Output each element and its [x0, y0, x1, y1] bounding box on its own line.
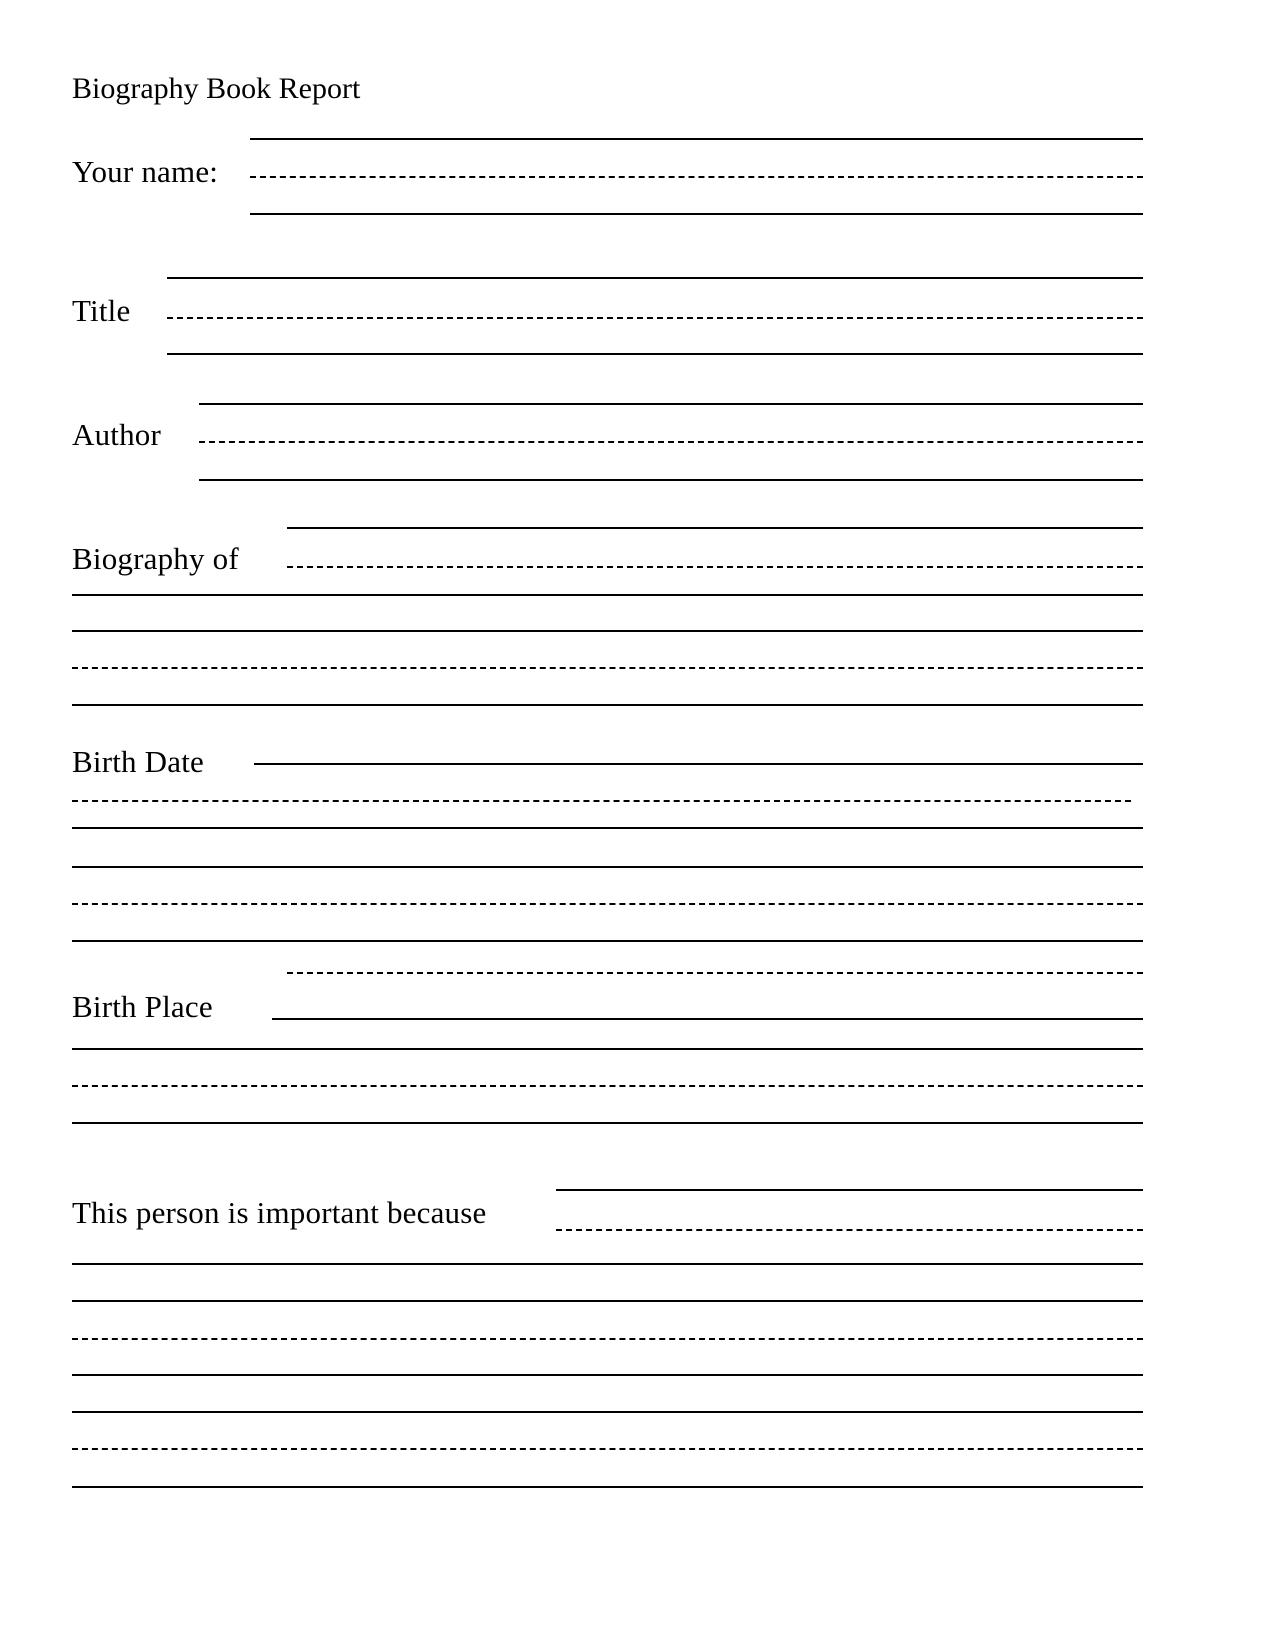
field-label-birth-place: Birth Place [72, 989, 213, 1024]
writing-line-mid-dashed[interactable] [72, 1338, 1143, 1340]
writing-line-mid-dashed[interactable] [72, 1085, 1143, 1087]
writing-line-top[interactable] [72, 866, 1143, 868]
writing-line-top[interactable] [72, 630, 1143, 632]
writing-line-bottom[interactable] [72, 940, 1143, 942]
writing-line-bottom[interactable] [72, 1122, 1143, 1124]
page-title: Biography Book Report [72, 72, 361, 105]
writing-line-bottom[interactable] [72, 1374, 1143, 1376]
writing-line-top[interactable] [72, 1411, 1143, 1413]
field-label-birth-date: Birth Date [72, 744, 204, 779]
writing-line-mid-dashed[interactable] [72, 800, 1131, 802]
writing-line-mid-dashed[interactable] [72, 667, 1143, 669]
writing-line-top[interactable] [167, 277, 1143, 279]
writing-line-bottom[interactable] [72, 827, 1143, 829]
writing-line-top[interactable] [287, 527, 1143, 529]
writing-line-bottom[interactable] [72, 1048, 1143, 1050]
writing-line-bottom[interactable] [72, 594, 1143, 596]
writing-line-mid-dashed[interactable] [250, 176, 1143, 178]
writing-line-mid-dashed[interactable] [72, 903, 1143, 905]
field-label-your-name: Your name: [72, 154, 219, 189]
writing-line-top[interactable] [254, 763, 1143, 765]
writing-line-bottom[interactable] [250, 213, 1143, 215]
writing-line-top[interactable] [199, 403, 1143, 405]
writing-line-top[interactable] [72, 1300, 1143, 1302]
writing-line-mid-dashed[interactable] [287, 566, 1143, 568]
writing-line-bottom[interactable] [167, 353, 1143, 355]
writing-line-bottom[interactable] [72, 1263, 1143, 1265]
writing-line-mid-dashed[interactable] [199, 441, 1143, 443]
field-label-biography-of: Biography of [72, 541, 239, 576]
writing-line-mid-dashed[interactable] [556, 1229, 1143, 1231]
field-label-author: Author [72, 417, 162, 452]
writing-line-bottom[interactable] [199, 479, 1143, 481]
writing-line-top[interactable] [250, 138, 1143, 140]
field-label-important-because: This person is important because [72, 1195, 487, 1230]
writing-line-top[interactable] [556, 1189, 1143, 1191]
field-label-title: Title [72, 293, 131, 328]
writing-line-top-dashed[interactable] [287, 972, 1143, 974]
writing-line-mid[interactable] [272, 1018, 1143, 1020]
writing-line-mid-dashed[interactable] [72, 1448, 1143, 1450]
writing-line-bottom[interactable] [72, 1486, 1143, 1488]
writing-line-bottom[interactable] [72, 704, 1143, 706]
writing-line-mid-dashed[interactable] [167, 317, 1143, 319]
